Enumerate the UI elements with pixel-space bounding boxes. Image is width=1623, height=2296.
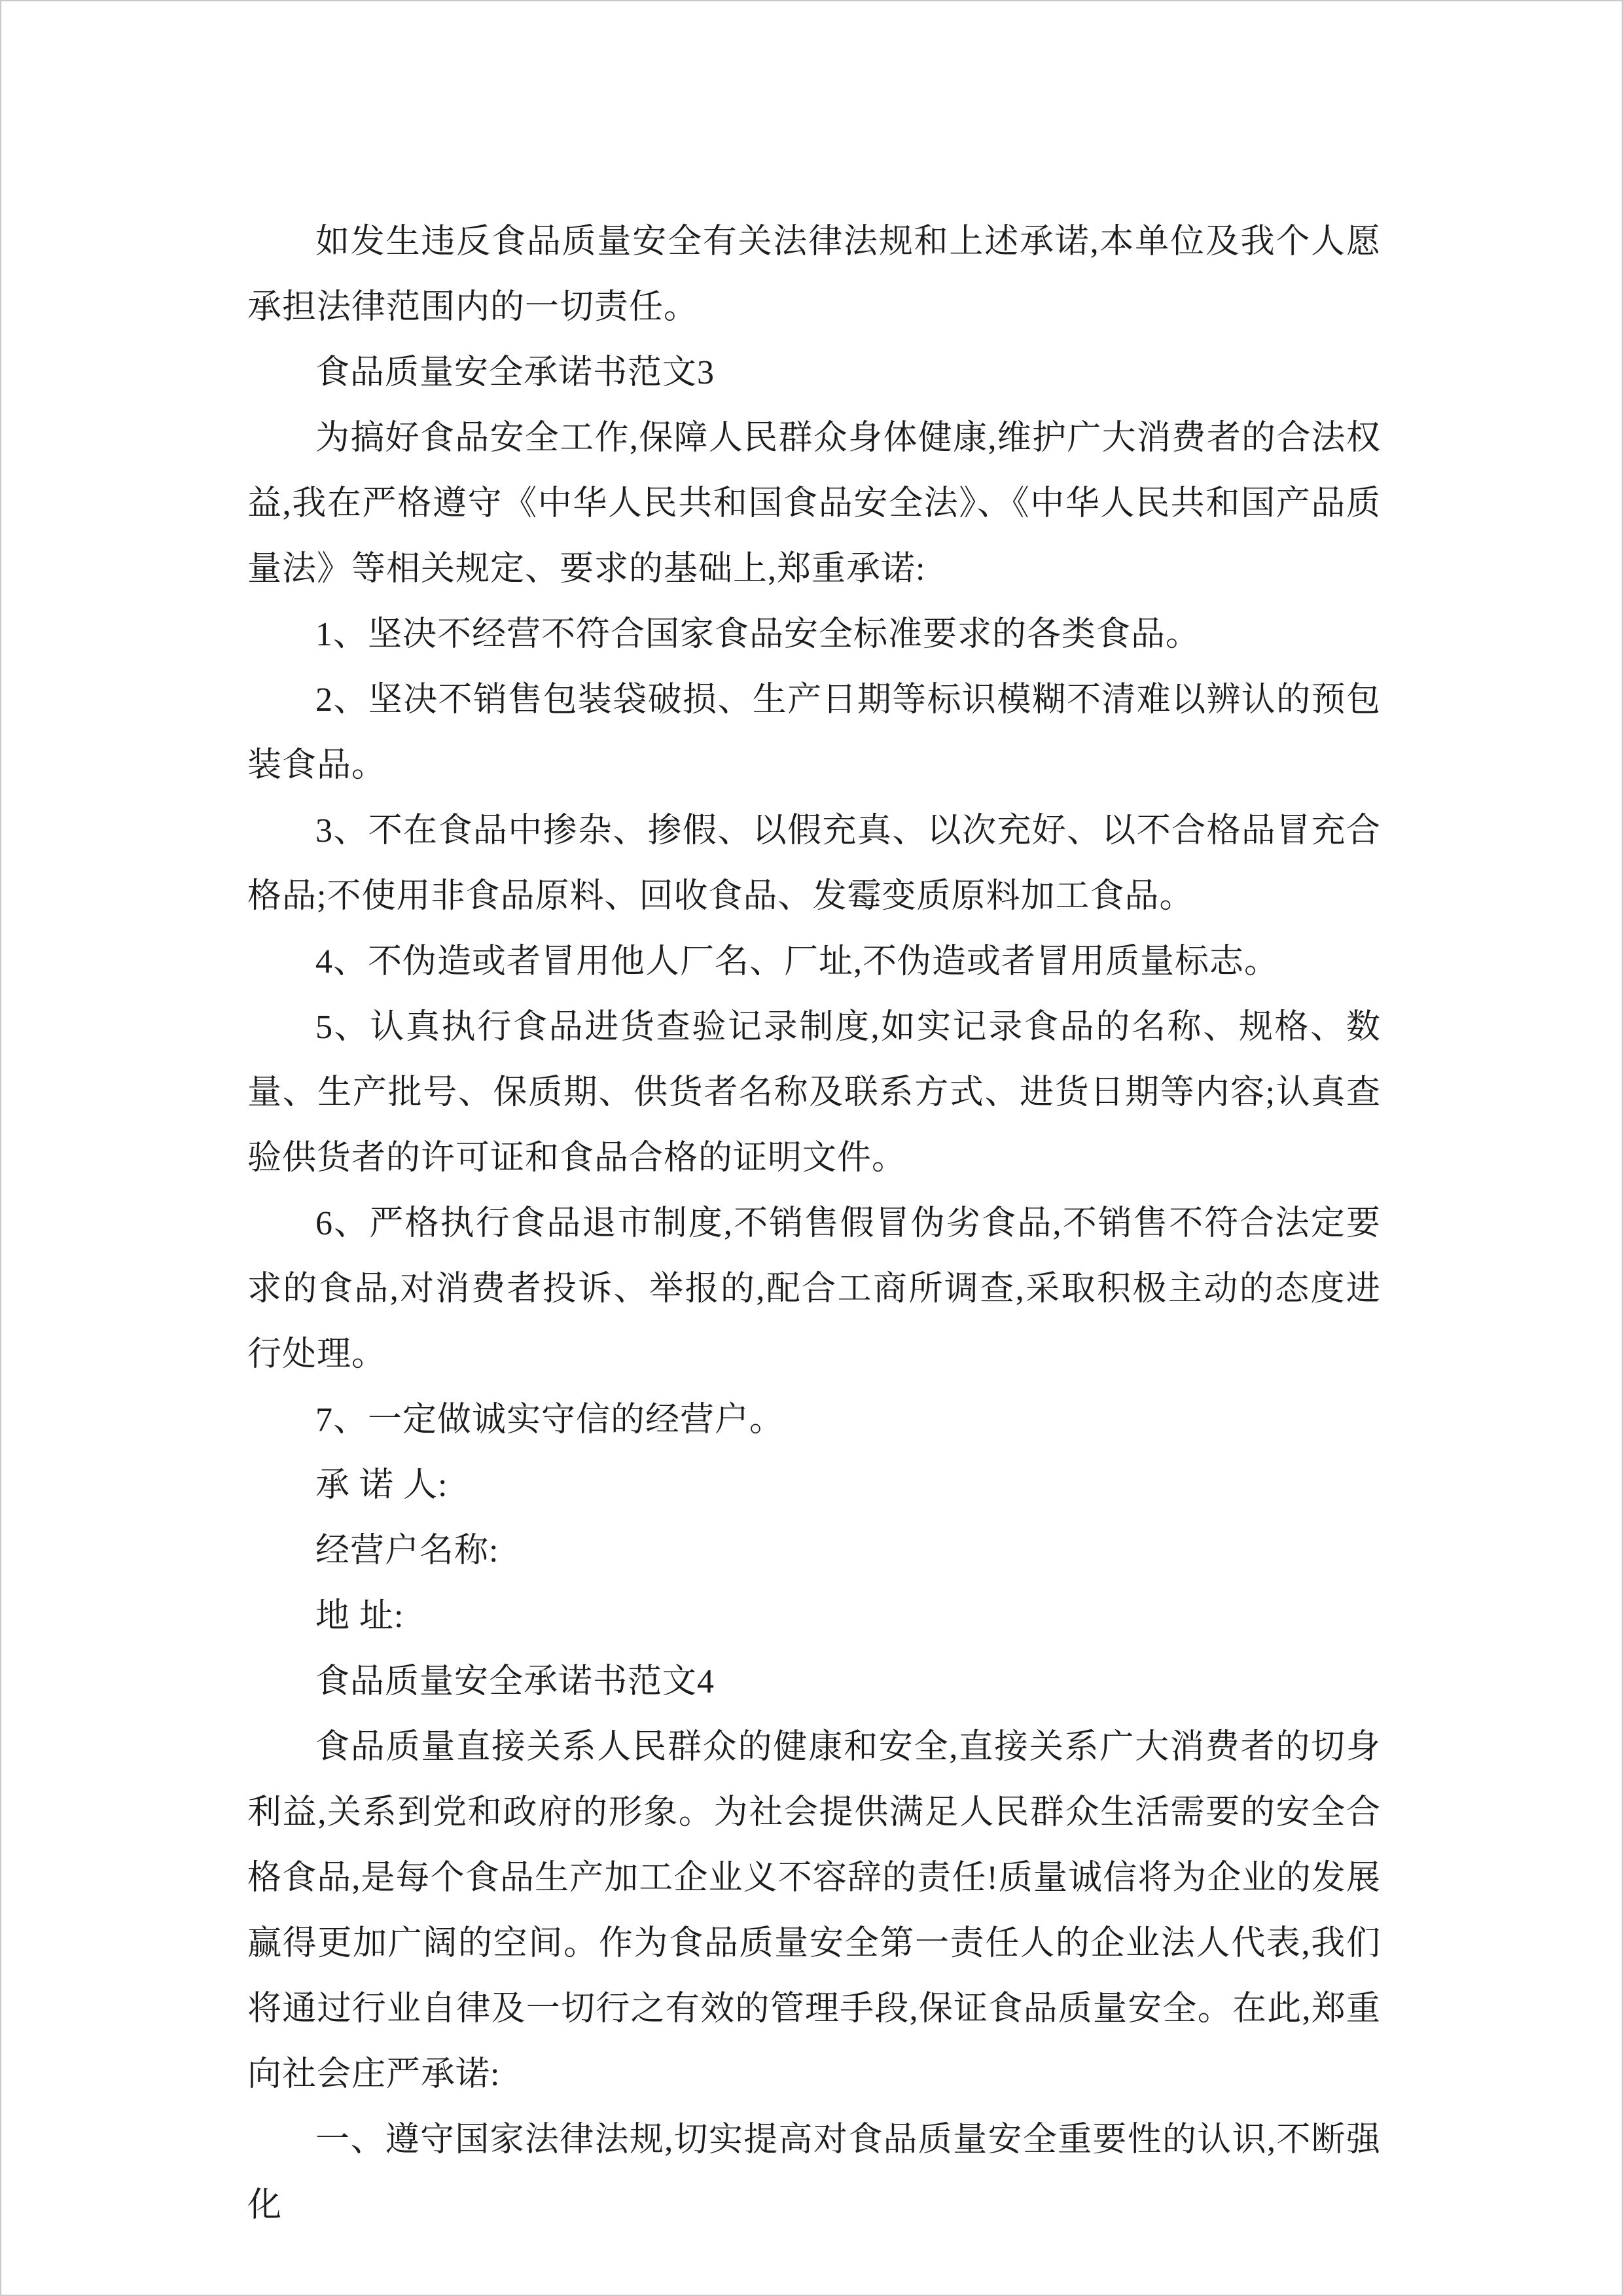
paragraph-intro-sample-3: 为搞好食品安全工作,保障人民群众身体健康,维护广大消费者的合法权益,我在严格遵守《中华人民共和国食品安全法》、《中华人民共和国产品质量法》等相关规定、要求的基础上,郑重承诺: <box>247 420 1381 588</box>
paragraph-signature-business-name: 经营户名称: <box>315 1532 499 1570</box>
paragraph-legal-liability: 如发生违反食品质量安全有关法律法规和上述承诺,本单位及我个人愿承担法律范围内的一切责任。 <box>247 223 1381 326</box>
paragraph-item-3: 3、不在食品中掺杂、掺假、以假充真、以次充好、以不合格品冒充合格品;不使用非食品原料、回收食品、发霉变质原料加工食品。 <box>247 812 1381 915</box>
paragraph-item-2: 2、坚决不销售包装袋破损、生产日期等标识模糊不清难以辨认的预包装食品。 <box>247 681 1381 784</box>
paragraph-item-6: 6、严格执行食品退市制度,不销售假冒伪劣食品,不销售不符合法定要求的食品,对消费者投诉、举报的,配合工商所调查,采取积极主动的态度进行处理。 <box>247 1205 1381 1373</box>
paragraph-clause-1: 一、遵守国家法律法规,切实提高对食品质量安全重要性的认识,不断强化 <box>247 2121 1381 2224</box>
paragraph-item-1: 1、坚决不经营不符合国家食品安全标准要求的各类食品。 <box>315 616 1201 653</box>
paragraph-item-4: 4、不伪造或者冒用他人厂名、厂址,不伪造或者冒用质量标志。 <box>315 943 1279 980</box>
paragraph-signature-promiser: 承 诺 人: <box>315 1467 448 1504</box>
document-body <box>247 209 1381 2238</box>
paragraph-signature-address: 地 址: <box>315 1598 404 1635</box>
section-heading-sample-3: 食品质量安全承诺书范文3 <box>315 354 715 391</box>
paragraph-intro-sample-4: 食品质量直接关系人民群众的健康和安全,直接关系广大消费者的切身利益,关系到党和政府的形象。为社会提供满足人民群众生活需要的安全合格食品,是每个食品生产加工企业义不容辞的责任!质量诚信将为企业的发展赢得更加广阔的空间。作为食品质量安全第一责任人的企业法人代表,我们将通过行业自律及一切行之有效的管理手段,保证食品质量安全。在此,郑重向社会庄严承诺: <box>247 1729 1381 2093</box>
paragraph-item-5: 5、认真执行食品进货查验记录制度,如实记录食品的名称、规格、数量、生产批号、保质期、供货者名称及联系方式、进货日期等内容;认真查验供货者的许可证和食品合格的证明文件。 <box>247 1009 1381 1177</box>
paragraph-item-7: 7、一定做诚实守信的经营户。 <box>315 1401 785 1439</box>
section-heading-sample-4: 食品质量安全承诺书范文4 <box>315 1663 715 1700</box>
